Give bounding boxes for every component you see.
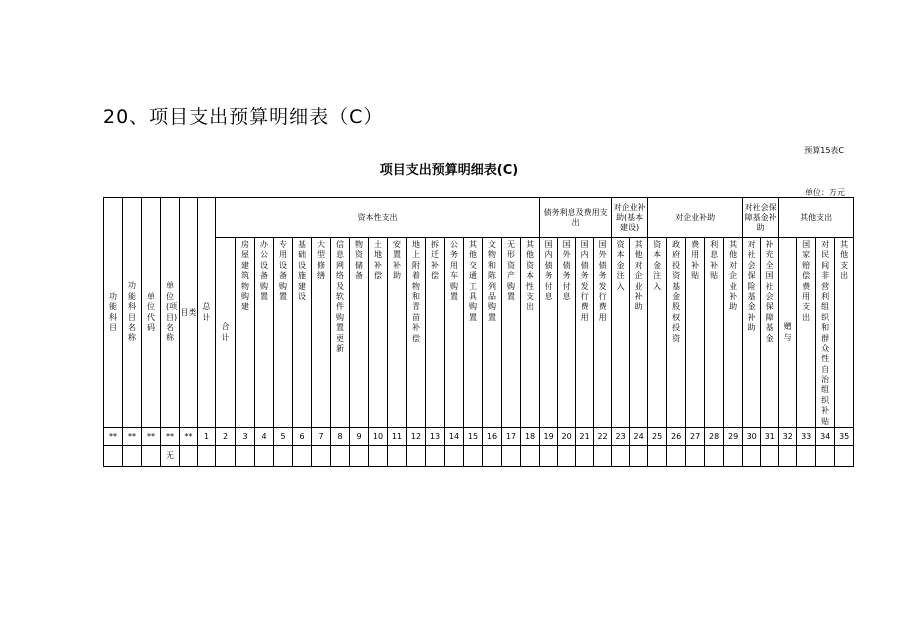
- col-capital-17: 其他资本性支出: [521, 238, 540, 428]
- number-cell: 12: [407, 428, 426, 446]
- table-cell: [502, 446, 521, 467]
- col-total: 总计: [198, 198, 216, 428]
- table-cell: [648, 446, 667, 467]
- number-cell: 3: [236, 428, 255, 446]
- number-cell: 11: [388, 428, 407, 446]
- table-cell: [464, 446, 483, 467]
- col-capital-12: 拆迁补偿: [426, 238, 445, 428]
- col-enterprise-subsidy-4: 利息补贴: [705, 238, 724, 428]
- col-capital-13: 公务用车购置: [445, 238, 464, 428]
- table-row: [104, 446, 854, 467]
- col-debt-3: 国内债务发行费用: [576, 238, 594, 428]
- number-cell: 34: [816, 428, 835, 446]
- number-cell: 1: [198, 428, 216, 446]
- col-other-1: 赠与: [779, 238, 797, 428]
- col-capital-4: 专用设备购置: [274, 238, 293, 428]
- number-cell: 10: [369, 428, 388, 446]
- group-capital: 资本性支出: [216, 198, 540, 238]
- col-enterprise-subsidy-5: 其他对企业补助: [724, 238, 743, 428]
- group-enterprise-subsidy: 对企业补助: [648, 198, 743, 238]
- table-cell: [797, 446, 816, 467]
- col-social-security-2: 补充全国社会保障基金: [761, 238, 779, 428]
- col-capital-2: 房屋建筑物购建: [236, 238, 255, 428]
- table-cell: [686, 446, 705, 467]
- number-cell: 24: [630, 428, 648, 446]
- page-heading: 20、项目支出预算明细表（C）: [103, 106, 384, 128]
- number-cell: 14: [445, 428, 464, 446]
- col-capital-16: 无形资产购置: [502, 238, 521, 428]
- table-cell: [816, 446, 835, 467]
- col-other-3: 对民间非营利组织和群众性自治组织补贴: [816, 238, 835, 428]
- number-cell: 8: [331, 428, 350, 446]
- group-other: 其他支出: [779, 198, 854, 238]
- star-cell: **: [104, 428, 123, 446]
- number-cell: 15: [464, 428, 483, 446]
- unit-name-cell: 无: [161, 446, 180, 467]
- col-debt-2: 国外债务付息: [558, 238, 576, 428]
- col-func-code: 功能科目: [104, 198, 123, 428]
- table-cell: [705, 446, 724, 467]
- col-capital-14: 其他交通工具购置: [464, 238, 483, 428]
- number-cell: 23: [612, 428, 630, 446]
- table-cell: [521, 446, 540, 467]
- table-cell: [779, 446, 797, 467]
- col-other-4: 其他支出: [835, 238, 854, 428]
- number-cell: 2: [216, 428, 236, 446]
- table-cell: [761, 446, 779, 467]
- group-debt: 债务利息及费用支出: [540, 198, 612, 238]
- table-cell: [483, 446, 502, 467]
- col-capital-5: 基础设施建设: [293, 238, 312, 428]
- col-social-security-1: 对社会保险基金补助: [743, 238, 761, 428]
- star-cell: **: [142, 428, 161, 446]
- number-cell: 16: [483, 428, 502, 446]
- col-capital-9: 土地补偿: [369, 238, 388, 428]
- number-cell: 9: [350, 428, 369, 446]
- table-cell: [445, 446, 464, 467]
- table-cell: [576, 446, 594, 467]
- table-cell: [180, 446, 198, 467]
- number-cell: 32: [779, 428, 797, 446]
- number-cell: 17: [502, 428, 521, 446]
- number-cell: 21: [576, 428, 594, 446]
- col-enterprise-subsidy-3: 费用补贴: [686, 238, 705, 428]
- number-cell: 31: [761, 428, 779, 446]
- col-enterprise-capital-1: 资本金注入: [612, 238, 630, 428]
- col-other-2: 国家赔偿费用支出: [797, 238, 816, 428]
- budget-table: [103, 197, 854, 467]
- table-cell: [293, 446, 312, 467]
- table-cell: [274, 446, 293, 467]
- col-capital-10: 安置补助: [388, 238, 407, 428]
- table-cell: [558, 446, 576, 467]
- col-capital-8: 物资储备: [350, 238, 369, 428]
- number-cell: 13: [426, 428, 445, 446]
- number-cell: 25: [648, 428, 667, 446]
- table-cell: [142, 446, 161, 467]
- number-cell: 20: [558, 428, 576, 446]
- col-func-name: 功能科目名称: [123, 198, 142, 428]
- number-cell: 27: [686, 428, 705, 446]
- table-cell: [426, 446, 445, 467]
- number-cell: 30: [743, 428, 761, 446]
- form-tag: 预算15表C: [804, 146, 844, 155]
- table-cell: [667, 446, 686, 467]
- group-enterprise-capital: 对企业补助(基本建设): [612, 198, 648, 238]
- col-enterprise-subsidy-1: 资本金注入: [648, 238, 667, 428]
- col-unit-code: 单位代码: [142, 198, 161, 428]
- col-capital-11: 地上附着物和青苗补偿: [407, 238, 426, 428]
- number-cell: 35: [835, 428, 854, 446]
- number-cell: 4: [255, 428, 274, 446]
- col-capital-7: 信息网络及软件购置更新: [331, 238, 350, 428]
- table-cell: [216, 446, 236, 467]
- table-cell: [743, 446, 761, 467]
- number-cell: 18: [521, 428, 540, 446]
- table-cell: [255, 446, 274, 467]
- number-cell: 28: [705, 428, 724, 446]
- table-row: [104, 428, 854, 446]
- col-item: 目类: [180, 198, 198, 428]
- number-cell: 22: [594, 428, 612, 446]
- table-cell: [236, 446, 255, 467]
- table-cell: [835, 446, 854, 467]
- col-enterprise-subsidy-2: 政府投资基金股权投资: [667, 238, 686, 428]
- table-cell: [369, 446, 388, 467]
- col-capital-3: 办公设备购置: [255, 238, 274, 428]
- star-cell: **: [123, 428, 142, 446]
- number-cell: 33: [797, 428, 816, 446]
- col-unit-name: 单位(项目)名称: [161, 198, 180, 428]
- col-capital-1: 合计: [216, 238, 236, 428]
- unit-label: 单位：万元: [805, 188, 845, 197]
- table-cell: [331, 446, 350, 467]
- table-cell: [123, 446, 142, 467]
- star-cell: **: [161, 428, 180, 446]
- table-cell: [198, 446, 216, 467]
- table-cell: [104, 446, 123, 467]
- number-cell: 26: [667, 428, 686, 446]
- col-debt-1: 国内债务付息: [540, 238, 558, 428]
- number-cell: 29: [724, 428, 743, 446]
- col-debt-4: 国外债务发行费用: [594, 238, 612, 428]
- number-cell: 19: [540, 428, 558, 446]
- table-cell: [612, 446, 630, 467]
- table-cell: [350, 446, 369, 467]
- number-cell: 6: [293, 428, 312, 446]
- col-enterprise-capital-2: 其他对企业补助: [630, 238, 648, 428]
- table-cell: [312, 446, 331, 467]
- group-social-security: 对社会保障基金补助: [743, 198, 779, 238]
- col-capital-6: 大型修缮: [312, 238, 331, 428]
- table-caption: 项目支出预算明细表(C): [379, 163, 519, 178]
- table-cell: [594, 446, 612, 467]
- table-cell: [388, 446, 407, 467]
- table-cell: [630, 446, 648, 467]
- table-cell: [407, 446, 426, 467]
- col-capital-15: 文物和陈列品购置: [483, 238, 502, 428]
- table-cell: [724, 446, 743, 467]
- table-cell: [540, 446, 558, 467]
- number-cell: 7: [312, 428, 331, 446]
- star-cell: **: [180, 428, 198, 446]
- number-cell: 5: [274, 428, 293, 446]
